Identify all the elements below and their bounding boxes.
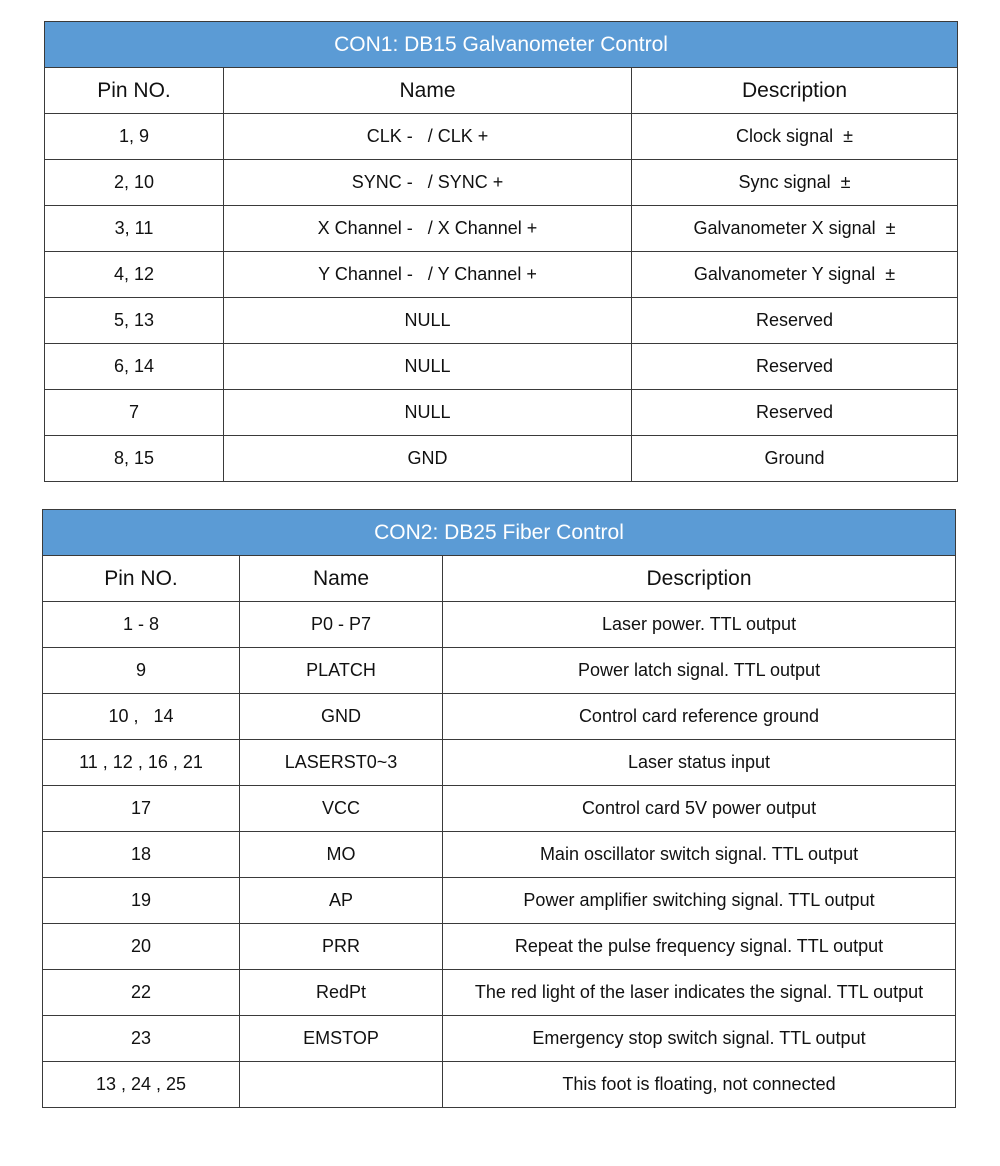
name-cell: MO: [240, 832, 443, 878]
name-cell: NULL: [224, 390, 632, 436]
name-cell: SYNC - / SYNC +: [224, 160, 632, 206]
name-cell: NULL: [224, 344, 632, 390]
name-cell: VCC: [240, 786, 443, 832]
description-cell: Power latch signal. TTL output: [443, 648, 956, 694]
con1-header-name: Name: [224, 68, 632, 114]
table-row: [45, 390, 958, 436]
table-row: [43, 924, 956, 970]
con2-title-row: [43, 510, 956, 556]
description-cell: Emergency stop switch signal. TTL output: [443, 1016, 956, 1062]
con1-header-row: [45, 68, 958, 114]
description-cell: Control card reference ground: [443, 694, 956, 740]
name-cell: RedPt: [240, 970, 443, 1016]
table-row: [43, 832, 956, 878]
pin-cell: 20: [43, 924, 240, 970]
description-cell: Reserved: [632, 298, 958, 344]
con2-table: [42, 509, 956, 1108]
description-cell: This foot is floating, not connected: [443, 1062, 956, 1108]
pin-cell: 1 - 8: [43, 602, 240, 648]
table-row: [45, 436, 958, 482]
description-cell: Main oscillator switch signal. TTL output: [443, 832, 956, 878]
pin-cell: 1, 9: [45, 114, 224, 160]
table-row: [43, 602, 956, 648]
table-row: [43, 694, 956, 740]
name-cell: CLK - / CLK +: [224, 114, 632, 160]
con1-header-description: Description: [632, 68, 958, 114]
table-row: [45, 344, 958, 390]
description-cell: Laser power. TTL output: [443, 602, 956, 648]
pin-cell: 4, 12: [45, 252, 224, 298]
pin-cell: 13 , 24 , 25: [43, 1062, 240, 1108]
pin-cell: 11 , 12 , 16 , 21: [43, 740, 240, 786]
description-cell: Repeat the pulse frequency signal. TTL output: [443, 924, 956, 970]
table-row: [43, 1062, 956, 1108]
name-cell: X Channel - / X Channel +: [224, 206, 632, 252]
name-cell: EMSTOP: [240, 1016, 443, 1062]
description-cell: Reserved: [632, 344, 958, 390]
pin-cell: 8, 15: [45, 436, 224, 482]
description-cell: Reserved: [632, 390, 958, 436]
pin-cell: 6, 14: [45, 344, 224, 390]
table-row: [45, 114, 958, 160]
pin-cell: 17: [43, 786, 240, 832]
description-cell: Clock signal ±: [632, 114, 958, 160]
table-row: [43, 740, 956, 786]
con1-table: [44, 21, 958, 482]
name-cell: GND: [224, 436, 632, 482]
pin-cell: 2, 10: [45, 160, 224, 206]
pin-cell: 9: [43, 648, 240, 694]
description-cell: Galvanometer Y signal ±: [632, 252, 958, 298]
description-cell: Ground: [632, 436, 958, 482]
pin-cell: 5, 13: [45, 298, 224, 344]
table-row: [43, 1016, 956, 1062]
name-cell: GND: [240, 694, 443, 740]
con1-title: CON1: DB15 Galvanometer Control: [45, 22, 958, 68]
description-cell: Galvanometer X signal ±: [632, 206, 958, 252]
con2-header-pin: Pin NO.: [43, 556, 240, 602]
description-cell: Sync signal ±: [632, 160, 958, 206]
description-cell: Power amplifier switching signal. TTL output: [443, 878, 956, 924]
pin-cell: 23: [43, 1016, 240, 1062]
pin-cell: 7: [45, 390, 224, 436]
table-row: [45, 160, 958, 206]
con2-table-body: [43, 510, 956, 1108]
name-cell: P0 - P7: [240, 602, 443, 648]
table-row: [43, 648, 956, 694]
con2-header-description: Description: [443, 556, 956, 602]
name-cell: [240, 1062, 443, 1108]
con2-header-name: Name: [240, 556, 443, 602]
con2-header-row: [43, 556, 956, 602]
name-cell: NULL: [224, 298, 632, 344]
table-row: [43, 970, 956, 1016]
table-row: [43, 878, 956, 924]
name-cell: Y Channel - / Y Channel +: [224, 252, 632, 298]
table-row: [43, 786, 956, 832]
name-cell: PLATCH: [240, 648, 443, 694]
name-cell: AP: [240, 878, 443, 924]
name-cell: PRR: [240, 924, 443, 970]
con1-table-body: [45, 22, 958, 482]
con1-header-pin: Pin NO.: [45, 68, 224, 114]
description-cell: The red light of the laser indicates the signal. TTL output: [443, 970, 956, 1016]
con2-title: CON2: DB25 Fiber Control: [43, 510, 956, 556]
table-row: [45, 206, 958, 252]
pin-cell: 10 , 14: [43, 694, 240, 740]
pin-cell: 19: [43, 878, 240, 924]
name-cell: LASERST0~3: [240, 740, 443, 786]
description-cell: Laser status input: [443, 740, 956, 786]
con1-title-row: [45, 22, 958, 68]
pin-cell: 22: [43, 970, 240, 1016]
table-row: [45, 252, 958, 298]
description-cell: Control card 5V power output: [443, 786, 956, 832]
table-row: [45, 298, 958, 344]
pin-cell: 18: [43, 832, 240, 878]
pin-cell: 3, 11: [45, 206, 224, 252]
